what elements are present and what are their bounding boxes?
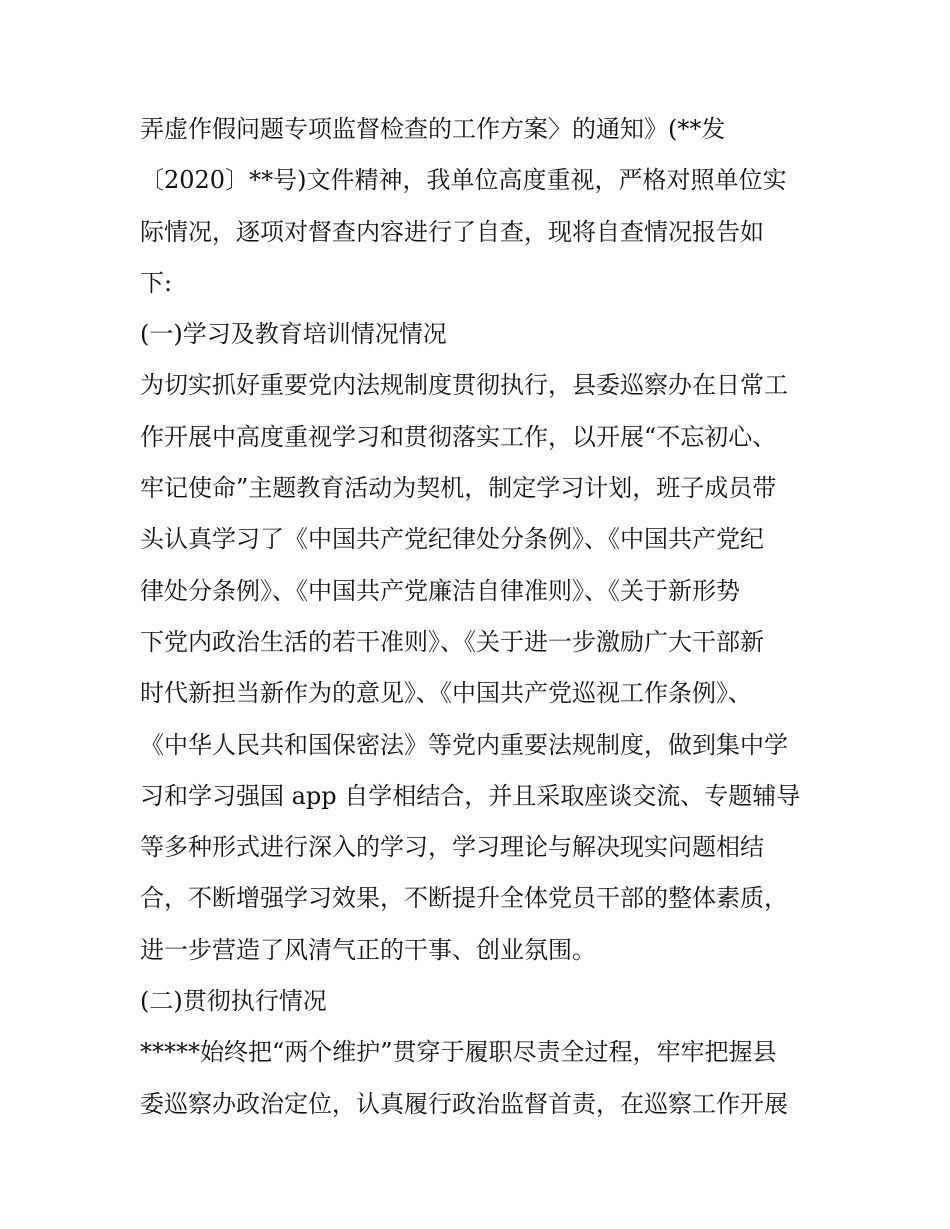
text-line: 头认真学习了《中国共产党纪律处分条例》、《中国共产党纪	[140, 525, 764, 554]
text-line: 牢记使命”主题教育活动为契机，制定学习计划，班子成员带	[140, 474, 777, 503]
text-line: 作开展中高度重视学习和贯彻落实工作，以开展“不忘初心、	[140, 422, 777, 451]
text-line: *****始终把“两个维护”贯穿于履职尽责全过程，牢牢把握县	[140, 1038, 777, 1067]
text-line: 进一步营造了风清气正的干事、创业氛围。	[140, 935, 596, 964]
text-line: 际情况，逐项对督查内容进行了自查，现将自查情况报告如	[140, 217, 764, 246]
section-heading-1: (一)学习及教育培训情况情况	[140, 320, 447, 349]
text-line: 下党内政治生活的若干准则》、《关于进一步激励广大干部新	[140, 627, 764, 656]
text-line: 下:	[140, 268, 173, 297]
text-line: 《中华人民共和国保密法》等党内重要法规制度，做到集中学	[140, 730, 788, 759]
text-line: 习和学习强国 app 自学相结合，并且采取座谈交流、专题辅导	[140, 781, 801, 810]
text-line: 等多种形式进行深入的学习，学习理论与解决现实问题相结	[140, 833, 764, 862]
text-line: 合，不断增强学习效果，不断提升全体党员干部的整体素质，	[140, 884, 788, 913]
section-heading-2: (二)贯彻执行情况	[140, 987, 327, 1016]
text-line: 时代新担当新作为的意见》、《中国共产党巡视工作条例》、	[140, 679, 752, 708]
text-line: 委巡察办政治定位，认真履行政治监督首责，在巡察工作开展	[140, 1089, 788, 1118]
text-line: 弄虚作假问题专项监督检查的工作方案〉的通知》(**发	[140, 115, 726, 143]
text-line: 为切实抓好重要党内法规制度贯彻执行，县委巡察办在日常工	[140, 371, 788, 400]
text-line: 〔2020〕**号)文件精神，我单位高度重视，严格对照单位实	[140, 166, 787, 195]
document-body	[140, 104, 820, 1130]
text-line: 律处分条例》、《中国共产党廉洁自律准则》、《关于新形势	[140, 576, 740, 605]
